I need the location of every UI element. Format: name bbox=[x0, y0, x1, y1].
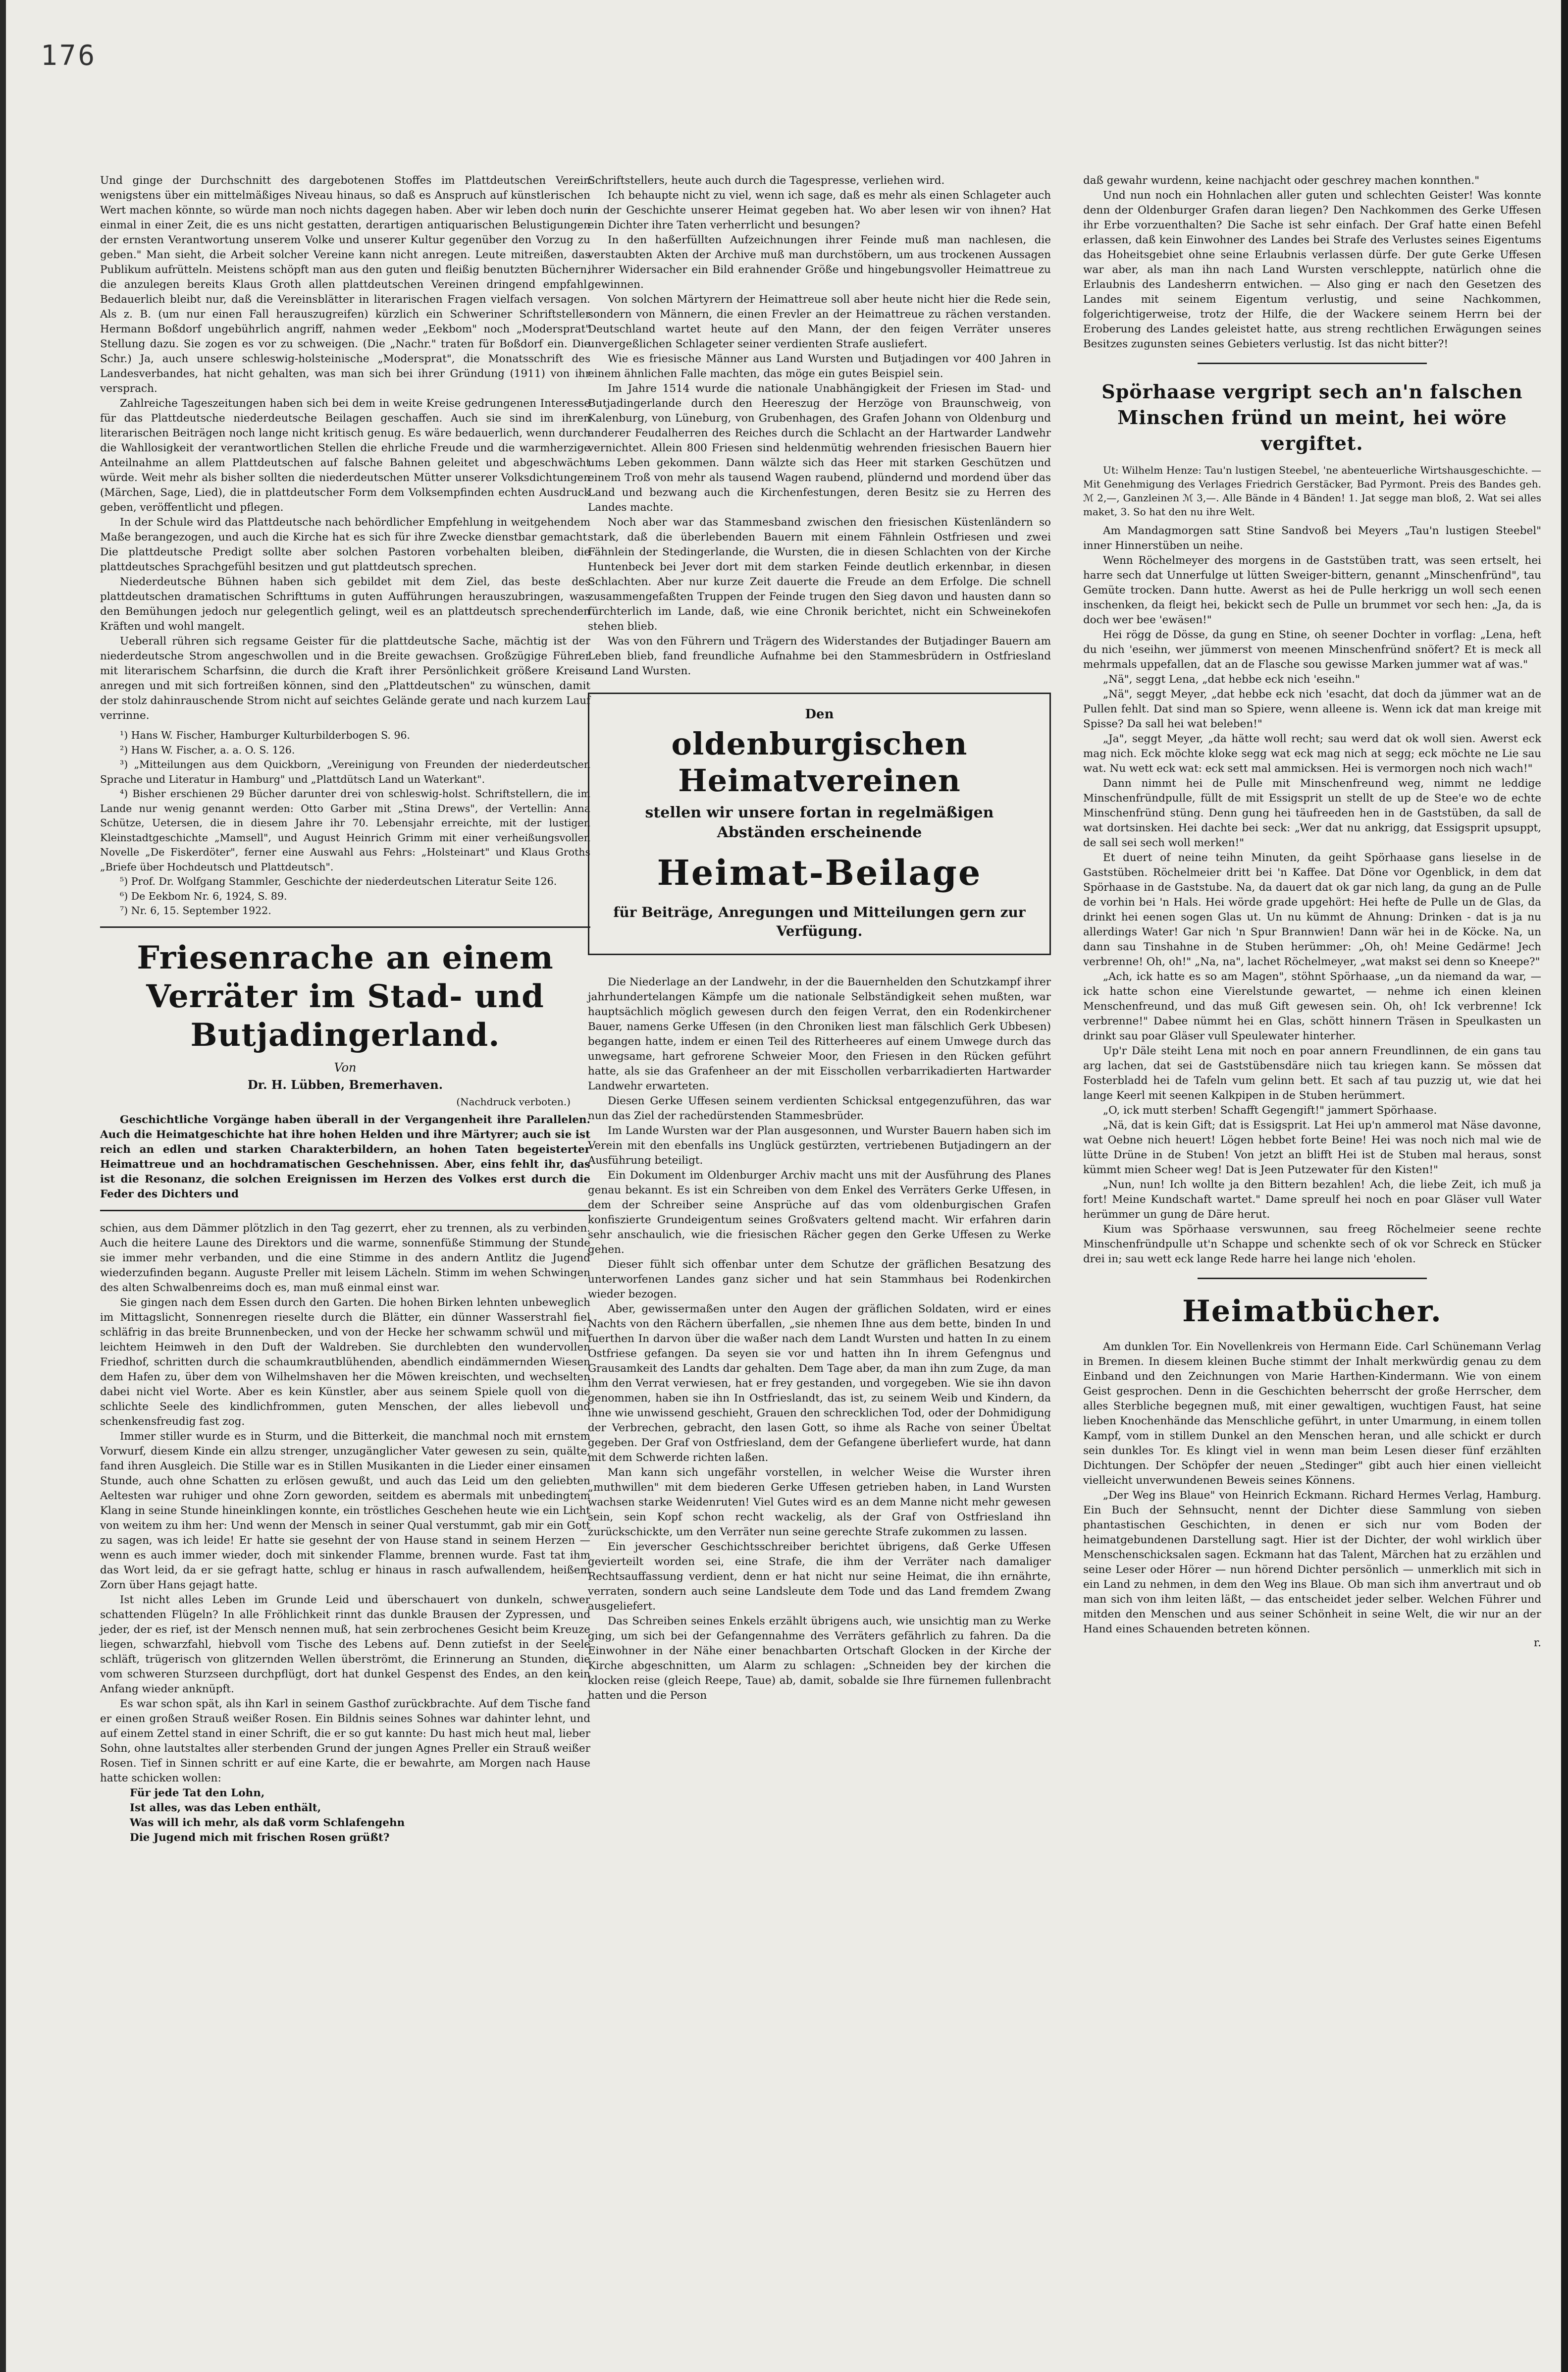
paragraph: „Ja", seggt Meyer, „da hätte woll recht; sau werd dat ok woll sien. Awerst eck mag nich. Eck möchte kloke segg wat eck mag nich at segg; eck möchte ne Lie sau wat. Nu wett eck wat: eck sett mal ammicksen. Hei is vermorgen noch nich wach!" bbox=[1083, 733, 1541, 775]
paragraph: Ueberall rühren sich regsame Geister für die plattdeutsche Sache, mächtig ist der niederdeutsche Strom angeschwollen und in die Breite gewachsen. Großzügige Führer mit literarischem Scharfsinn, die durch die Kraft ihrer Persönlichkeit größere Kreise anregen und mit sich fortreißen können, sind den „Plattdeutschen" zu wünschen, damit der stolz dahinrauschende Strom nicht auf seichtes Gelände gerate und nach kurzem Lauf verrinne. bbox=[100, 635, 590, 722]
paragraph: In den haßerfüllten Aufzeichnungen ihrer Feinde muß man nachlesen, die verstaubten Akten der Archive muß man durchstöbern, um aus trockenen Aussagen ihrer Widersacher ein Bild erahnender Größe und hingebungsvoller Heimattreue zu gewinnen. bbox=[588, 234, 1051, 291]
paragraph: Zahlreiche Tageszeitungen haben sich bei dem in weite Kreise gedrungenen Interesse für das Plattdeutsche niederdeutsche Beilagen geschaffen. Auch sie sind im ihren literarischen Beiträgen noch lange nicht kritisch genug. Es wäre bedauerlich, wenn durch die Wahllosigkeit der verantwortlichen Stellen die ehrliche Freude und die warmherzige Anteilnahme an allem Plattdeutschen auf falsche Bahnen geleitet und abgeschwächt würde. Weit mehr als bisher sollten die niederdeutschen Mütter unserer Volksdichtungen (Märchen, Sage, Lied), die in plattdeutscher Form dem Volksempfinden echten Ausdruck geben, veröffentlicht und pflegen. bbox=[100, 397, 590, 514]
article-intro: Geschichtliche Vorgänge haben überall in der Vergangenheit ihre Parallelen. Auch die Heimatgeschichte hat ihre hohen Helden und ihre Märtyrer; auch sie ist reich an edlen und starken Charakterbildern, an hohen Taten begeisterter Heimattreue und an hochdramatischen Geschehnissen. Aber, eins fehlt ihr, das ist die Resonanz, die solchen Ereignissen im Herzen des Volkes erst durch die Feder des Dichters und bbox=[100, 1113, 590, 1200]
newspaper-page bbox=[6, 0, 1561, 2372]
paragraph: daß gewahr wurdenn, keine nachjacht oder geschrey machen konnthen." bbox=[1083, 174, 1480, 187]
paragraph: Sie gingen nach dem Essen durch den Garten. Die hohen Birken lehnten unbeweglich im Mittagslicht, Sonnenregen rieselte durch die Blätter, ein dünner Wasserstrahl fiel schläfrig in das breite Brunnenbecken, und von der Hecke her schwamm schwül und mit leichtem Heimweh in den Duft der Waldreben. Sie durchlebten den wundervollen Friedhof, schritten durch die schaumkrautblühenden, abendlich eindämmernden Wiesen dem Hafen zu, über dem von Wilhelmshaven her die Möwen kreischten, und wechselten dabei nicht viel Worte. Aber es kein Künstler, aber aus seinem Spiele quoll von die schlichte Seele des kindlichfrommen, guten Menschen, der alles liebevoll und schenkensfreudig fast zog. bbox=[100, 1296, 590, 1428]
byline: Dr. H. Lübben, Bremerhaven. bbox=[247, 1077, 443, 1092]
paragraph: „Ach, ick hatte es so am Magen", stöhnt Spörhaase, „un da niemand da war, — ick hatte schon eine Vierelstunde gewartet, — nehme ich einen kleinen Menschenfreund, und das muß Gift gewesen sein. Oh, oh! Ick verbrenne! Ick verbrenne!" Dabee nümmt hei en Glas, schött hinnern Träsen in Speulkasten un drinkt sau poar Gläser vull Speulewater hinterher. bbox=[1083, 970, 1541, 1042]
paragraph: Up'r Däle steiht Lena mit noch en poar annern Freundlinnen, de ein gans tau arg lachen, dat sei de Gaststübensdäre niich tau kriegen kann. Se mössen dat Fosterbladd hei de Tafeln vum gelinn bett. Et sach af tau puzzig ut, wie dat hei lange Keerl mit seenen Kalkpipen in de Stuben herümmert. bbox=[1083, 1045, 1541, 1102]
paragraph: Und nun noch ein Hohnlachen aller guten und schlechten Geister! Was konnte denn der Oldenburger Grafen daran liegen? Den Nachkommen des Gerke Uffesen ihr Erbe vorzuenthalten? Die Sache ist sehr einfach. Der Graf hatte einen Befehl erlassen, daß kein Einwohner des Landes bei Strafe des Verlustes seines Eigentums das Hoheitsgebiet ohne seine Erlaubnis verlassen dürfe. Der gute Gerke Uffesen war aber, als man ihn nach Land Wursten verschleppte, natürlich ohne die Erlaubnis des Landesherrn entwichen. — Also ging er nach den Gesetzen des Landes mit seinem Eigentum verlustig, und seine Nachkommen, folgerichtigerweise, trotz der Hilfe, die der Wackere seinem Herrn bei der Eroberung des Landes geleistet hatte, aus streng rechtlichen Erwägungen seines Besitzes zugunsten seines Gebieters verlustig. Ist das nicht bitter?! bbox=[1083, 189, 1541, 350]
paragraph: Kium was Spörhaase verswunnen, sau freeg Röchelmeier seene rechte Minschenfründpulle ut'n Schappe und schenkte sech of ok vor Schreck en Stücker drei in; sau wett eck lange Rede harre hei lange nich 'eholen. bbox=[1083, 1223, 1541, 1265]
notice-line: stellen wir unsere fortan in regelmäßigen Abständen erscheinende bbox=[645, 804, 994, 841]
intro-block bbox=[100, 173, 590, 723]
paragraph: „Nä", seggt Meyer, „dat hebbe eck nich 'esacht, dat doch da jümmer wat an de Pullen fehlt. Dat sind man so Spiere, wenn alleene is. Wenn ick dat man kreige mit Spisse? Da sall hei wat beleben!" bbox=[1083, 688, 1541, 730]
paragraph: Wenn Röchelmeyer des morgens in de Gaststüben tratt, was seen ertselt, hei harre sech dat Unnerfulge ut lütten Sweiger-bittern, genannt „Minschenfründ", tau Gemüte trocken. Dann hutte. Awerst as hei de Pulle herkrigg un woll sech eenen inschenken, da fleigt hei, bekickt sech de Pulle un brummet vor sech hen: „Ja, da is doch wer bee 'ewäsen!" bbox=[1083, 554, 1541, 626]
paragraph: Was von den Führern und Trägern des Widerstandes der Butjadinger Bauern am Leben blieb, fand freundliche Aufnahme bei den Stammesbrüdern in Ostfriesland und Land Wursten. bbox=[588, 635, 1051, 677]
paragraph: Im Lande Wursten war der Plan ausgesonnen, und Wurster Bauern haben sich im Verein mit den ebenfalls ins Unglück gestürzten, vertriebenen Butjadingern an der Ausführung beteiligt. bbox=[588, 1125, 1051, 1167]
paragraph: Am dunklen Tor. Ein Novellenkreis von Hermann Eide. Carl Schünemann Verlag in Bremen. In diesem kleinen Buche stimmt der Inhalt merkwürdig genau zu dem Einband und den Zeichnungen von Marie Harthen-Kindermann. Wie von einem Geist gesprochen. Denn in die Geschichten beherrscht der große Herrscher, dem alles Sterbliche begegnen muß, mit einer gewaltigen, wuchtigen Faust, hat seine lieben Knochenhände das Menschliche geführt, in unter Umarmung, in einem tollen Kampf, vom in stillem Dunkel an den Menschen heran, und alle schickt er durch sein dunkles Tor. Es klingt viel in wenn man beim Lesen dieser fünf erzählten Dichtungen. Der Schöpfer der neuen „Stedinger" gibt auch hier einen vielleicht vielleicht unverwundenen Beweis seines Könnens. bbox=[1083, 1341, 1541, 1487]
footnote: ⁵) Prof. Dr. Wolfgang Stammler, Geschichte der niederdeutschen Literatur Seite 126. bbox=[120, 875, 557, 887]
source-note: Ut: Wilhelm Henze: Tau'n lustigen Steebel, 'ne abenteuerliche Wirtshausgeschichte. — Mit Genehmigung des Verlages Friedrich Gerstäcker, Bad Pyrmont. Preis des Bandes geh. ℳ 2,—, Ganzleinen ℳ 3,—. Alle Bände in 4 Bänden! 1. Jat segge man bloß, 2. Wat sei alles maket, 3. So hat den nu ihre Welt. bbox=[1083, 464, 1541, 518]
paragraph: Diesen Gerke Uffesen seinem verdienten Schicksal entgegenzuführen, das war nun das Ziel der rachedürstenden Stammesbrüder. bbox=[588, 1095, 1051, 1122]
paragraph: Im Jahre 1514 wurde die nationale Unabhängigkeit der Friesen im Stad- und Butjadingerlande durch den Heereszug der Herzöge von Braunschweig, von Kalenburg, von Lüneburg, von Grubenhagen, des Grafen Johann von Oldenburg und anderer Feudalherren des Reiches durch die Schlacht an der Hartwarder Landwehr vernichtet. Allein 800 Friesen sind heldenmütig wehrenden friesischen Bauern hier ums Leben gekommen. Dann wälzte sich das Heer mit starken Geschützen und einem Troß von mehr als tausend Wagen raubend, plündernd und mordend über das Land und bezwang auch die Kirchenfestungen, deren Besitz sie zu Herren des Landes machte. bbox=[588, 382, 1051, 514]
article-headline: Friesenrache an einem Verräter im Stad- und Butjadingerland. bbox=[137, 939, 554, 1054]
paragraph: Niederdeutsche Bühnen haben sich gebildet mit dem Ziel, das beste des plattdeutschen dramatischen Schrifttums in guten Aufführungen herauszubringen, was den Bemühungen jedoch nur gelegentlich gelingt, weil es an plattdeutsch sprechenden Kräften und wohl mangelt. bbox=[100, 576, 590, 633]
notice-oldenburgischen: oldenburgischen Heimatvereinen bbox=[671, 726, 968, 799]
paragraph: „Nä", seggt Lena, „dat hebbe eck nich 'eseihn." bbox=[1103, 673, 1360, 686]
paragraph: Ein jeverscher Geschichtsschreiber berichtet übrigens, daß Gerke Uffesen gevierteilt worden sei, eine Strafe, die ihm der Verräter nach damaliger Rechtsauffassung verdient, denn er hat nicht nur seine Heimat, die ihn ernährte, verraten, sondern auch seine Landsleute dem Tode und das Land fremdem Zwang ausgeliefert. bbox=[588, 1541, 1051, 1613]
divider bbox=[100, 926, 590, 928]
divider bbox=[1198, 363, 1427, 364]
column-left bbox=[100, 173, 590, 1845]
reprint-notice: (Nachdruck verboten.) bbox=[456, 1095, 571, 1108]
poem-line: Für jede Tat den Lohn, bbox=[130, 1786, 265, 1799]
heimat-beilage-notice bbox=[588, 693, 1051, 955]
paragraph: „O, ick mutt sterben! Schafft Gegengift!" jammert Spörhaase. bbox=[1103, 1104, 1437, 1117]
notice-heimat-beilage: Heimat-Beilage bbox=[657, 852, 982, 893]
end-mark: r. bbox=[1533, 1637, 1541, 1649]
paragraph: Hei rögg de Dösse, da gung en Stine, oh seener Dochter in vorflag: „Lena, heft du nich 'eseihn, wer jümmerst von meenen Minschenfründ snöfert? Et is meck all mehrmals uppefallen, dat an de Flasche sou gewisse Marken jummer wat af was." bbox=[1083, 629, 1541, 671]
byline-von: Von bbox=[334, 1060, 357, 1075]
paragraph: Am Mandagmorgen satt Stine Sandvoß bei Meyers „Tau'n lustigen Steebel" inner Hinnerstüben un neihe. bbox=[1083, 525, 1541, 552]
heimatbuecher-headline: Heimatbücher. bbox=[1182, 1294, 1442, 1329]
footnote: ²) Hans W. Fischer, a. a. O. S. 126. bbox=[120, 744, 295, 756]
footnotes bbox=[100, 728, 590, 918]
poem-line: Was will ich mehr, als daß vorm Schlafengehn bbox=[130, 1816, 405, 1829]
column-middle bbox=[588, 173, 1051, 1703]
paragraph: „Der Weg ins Blaue" von Heinrich Eckmann. Richard Hermes Verlag, Hamburg. Ein Buch der Sehnsucht, nennt der Dichter diese Sammlung von sieben phantastischen Geschichten, in denen er sich nur vom Boden der heimatgebundenen Darstellung sagt. Hier ist der Dichter, der wohl wirklich über Menschenschicksalen sagen. Eckmann hat das Talent, Märchen hat zu erzählen und seine Leser oder Hörer — nun hörend Dichter persönlich — unmerklich mit sich in ein Land zu nehmen, in dem den Weg ins Blaue. Ob man sich ihm anvertraut und ob man sich von ihm leiten läßt, — das entscheidet jeder selber. Welchen Führer und mitden den Menschen und aus seiner Schönheit in seine Welt, die wir nur an der Hand eines Schauenden betreten können. bbox=[1083, 1489, 1541, 1635]
footnote: ³) „Mitteilungen aus dem Quickborn, „Vereinigung von Freunden der niederdeutschen Sprache und Literatur in Hamburg" und „Plattdütsch Land un Waterkant". bbox=[100, 758, 590, 785]
notice-bottom: für Beiträge, Anregungen und Mitteilungen gern zur Verfügung. bbox=[613, 904, 1026, 939]
paragraph: In der Schule wird das Plattdeutsche nach behördlicher Empfehlung in weitgehendem Maße berangezogen, und auch die Kirche hat es sich für ihre Zwecke dienstbar gemacht. Die plattdeutsche Predigt sollte aber solchen Pastoren vorbehalten bleiben, die plattdeutsches Sprachgefühl besitzen und gut plattdeutsch sprechen. bbox=[100, 516, 590, 573]
column-right bbox=[1083, 173, 1541, 1649]
paragraph: schien, aus dem Dämmer plötzlich in den Tag gezerrt, eher zu trennen, als zu verbinden. Auch die heitere Laune des Direktors und die warme, sonnenfüße Stimmung der Stunde sie immer mehr verbanden, und die eine Stimme in des andern Antlitz die Jugend wiederzufinden begann. Auguste Preller mit leisem Lächeln. Stimm im wehen Schwingen des alten Schwalbenreims doch es, man muß einmal einst war. bbox=[100, 1222, 590, 1294]
poem bbox=[130, 1786, 590, 1845]
story-block bbox=[100, 1221, 590, 1786]
paragraph: Et duert of neine teihn Minuten, da geiht Spörhaase gans lieselse in de Gaststüben. Röchelmeier dritt bei 'n Kaffee. Dat Döne vor Ogenblick, in dem dat Spörhaase in de Gaststube. Na, da dauert dat ok gar nich lang, da gung an de Pulle de vorhin bei 'n Hals. Hei wörde grade upgehört: Hei hefte de Pulle un de Glas, da drinkt hei eenen sogen Glas ut. Un nu kümmt de Ahnung: Drinken - dat is ja nu allerdings Water! Gar nich 'n Spur Brannwien! Dann wär hei in de Köcke. Na, un dann sau Tinshahne in de Stuben herümmer: „Oh, oh! Meine Gedärme! Jech verbrenne! Oh, oh!" „Na, na", lachet Röchelmeyer, „wat makst sei denn so Kneepe?" bbox=[1083, 852, 1541, 968]
scan-edge bbox=[0, 0, 6, 2372]
paragraph: Aber, gewissermaßen unter den Augen der gräflichen Soldaten, wird er eines Nachts von den Rächern überfallen, „sie nhemen Ihne aus dem bette, binden In und fuerthen In darvon über die waßer nach dem Landt Wursten und hatten In zu einem Ostfriese gefangen. Da seyen sie vor und hatten ihn In ihrem Gefengnus und Grausamkeit des Landts dar gehalten. Dem Tage aber, da man ihn zum Zuge, da man ihm den Verrat verwiesen, hat er frey gestanden, und vorgegeben. Wie sie ihn davon genommen, haben sie ihn In Ostfrieslandt, das ist, zu seinem Weib und Kindern, da ihne wie unwissend geschieht, Grauen den schrecklichen Tod, oder der Dohmidigung der Verbrechen, gebracht, den lasen Gott, so ihme als Rache von seiner Übeltat gegeben. Der Graf von Ostfriesland, dem der Gefangene überliefert wurde, hat dann mit dem Schwerde richten laßen. bbox=[588, 1303, 1051, 1464]
footnote: ⁶) De Eekbom Nr. 6, 1924, S. 89. bbox=[120, 890, 287, 902]
page-number: 176 bbox=[41, 40, 97, 72]
paragraph: Immer stiller wurde es in Sturm, und die Bitterkeit, die manchmal noch mit ernstem Vorwurf, diesem Kinde ein allzu strenger, unzugänglicher Vater gewesen zu sein, quälte, fand ihren Ausgleich. Die Stille war es in Stillen Musikanten in die Lieder einer einsamen Stunde, auch ohne Schatten zu erlösen gewußt, und auch das Leid um den geliebten Aeltesten war ruhiger und ohne Zorn geworden, seitdem es abermals mit unbedingtem Klang in seine Stunde hineinklingen konnte, ein tröstliches Geschehen heute wie ein Licht von weitem zu ihm her: Und wenn der Mensch in seiner Qual verstummt, gab mir ein Gott zu sagen, was ich leide! Er hatte sie gesehnt der von Hause stand in seinem Herzen — wenn es auch immer wieder, doch mit sinkender Flamme, brennen wurde. Fast tat ihm das Wort leid, da er sie gefragt hatte, schlug er hinaus in rasch aufwallendem, heißem Zorn über Hans gejagt hatte. bbox=[100, 1430, 590, 1591]
paragraph: Dieser fühlt sich offenbar unter dem Schutze der gräflichen Besatzung des unterworfenen Landes ganz sicher und hat sein Stammhaus bei Rodenkirchen wieder bezogen. bbox=[588, 1258, 1051, 1300]
paragraph: Die Niederlage an der Landwehr, in der die Bauernhelden den Schutzkampf ihrer jahrhundertelangen Kämpfe um die nationale Selbständigkeit sehen mußten, war hauptsächlich möglich gewesen durch den feigen Verrat, den ein Rodenkirchener Bauer, namens Gerke Uffesen (in den Chroniken liest man fälschlich Gerk Ubbesen) begangen hatte, indem er einen Teil des Ritterheeres auf einem Umwege durch das unwegsame, hart gefrorene Schweier Moor, den Friesen in den Rücken geführt hatte, als sie das Grafenheer an der mit Eisschollen verbarrikadierten Hartwarder Landwehr erwarteten. bbox=[588, 976, 1051, 1092]
footnote: ⁴) Bisher erschienen 29 Bücher darunter drei von schleswig-holst. Schriftstellern, die im Lande nur wenig genannt werden: Otto Garber mit „Stina Drews", der Vertellin: Anna Schütze, Uetersen, die in diesem Jahre ihr 70. Lebensjahr erreichte, mit der lustigen Kleinstadtgeschichte „Mamsell", und August Heinrich Grimm mit einer verheißungsvollen Novelle „De Fiskerdöter", ferner eine Auswahl aus Fehrs: „Holsteinart" und Klaus Groths „Briefe über Hochdeutsch und Plattdeutsch". bbox=[100, 788, 590, 873]
divider bbox=[100, 1210, 590, 1211]
paragraph: Ich behaupte nicht zu viel, wenn ich sage, daß es mehr als einen Schlageter auch in der Geschichte unserer Heimat gegeben hat. Wo aber lesen wir von ihnen? Hat ein Dichter ihre Taten verherrlicht und besungen? bbox=[588, 189, 1051, 231]
paragraph: Und ginge der Durchschnitt des dargebotenen Stoffes im Plattdeutschen Verein wenigstens über ein mittelmäßiges Niveau hinaus, so daß es Anspruch auf künstlerischen Wert machen könnte, so würde man noch nichts dagegen haben. Aber wir leben doch nun einmal in einer Zeit, die es uns nicht gestatten, derartigen antiquarischen Belustigungen der ernsten Verantwortung unserem Volke und unserer Kultur gegenüber den Vorzug zu geben." Man sieht, die Arbeit solcher Vereine kann nicht anregen. Leute mitreißen, das Publikum aufrütteln. Meistens schöpft man aus den guten und fleißig benutzten Büchern, die anzulegen bereits Klaus Groth allen plattdeutschen Vereinen dringend empfahl. Bedauerlich bleibt nur, daß die Vereinsblätter in literarischen Fragen vielfach versagen. Als z. B. (um nur einen Fall herauszugreifen) kürzlich ein Schweriner Schriftsteller Hermann Boßdorf ungebührlich angriff, nahmen weder „Eekbom" noch „Modersprat" Stellung dazu. Sie zogen es vor zu schweigen. (Die „Nachr." traten für Boßdorf ein. Die Schr.) Ja, auch unsere schleswig-holsteinische „Modersprat", die Monatsschrift des Landesverbandes, hat nicht gehalten, was man sich bei ihrer Gründung (1911) von ihr versprach. bbox=[100, 174, 590, 395]
paragraph: Es war schon spät, als ihn Karl in seinem Gasthof zurückbrachte. Auf dem Tische fand er einen großen Strauß weißer Rosen. Ein Bildnis seines Sohnes war dahinter lehnt, und auf einem Zettel stand in einer Schrift, die er so gut kannte: Du hast mich heut mal, lieber Sohn, ohne lautstaltes aller sterbenden Grund der jungen Agnes Preller ein Strauß weißer Rosen. Tief in Sinnen schritt er auf eine Karte, die er bewahrte, am Morgen nach Hause hatte schicken wollen: bbox=[100, 1697, 590, 1784]
poem-line: Ist alles, was das Leben enthält, bbox=[130, 1801, 321, 1814]
plattdeutsch-headline: Spörhaase vergript sech an'n falschen Minschen fründ un meint, hei wöre vergiftet. bbox=[1101, 380, 1523, 454]
paragraph: Von solchen Märtyrern der Heimattreue soll aber heute nicht hier die Rede sein, sondern von Männern, die einen Frevler an der Heimattreue zu rächen verstanden. Deutschland wartet heute auf den Mann, der den feigen Verräter unseres unvergeßlichen Schlageter seiner verdienten Strafe ausliefert. bbox=[588, 293, 1051, 350]
paragraph: Ein Dokument im Oldenburger Archiv macht uns mit der Ausführung des Planes genau bekannt. Es ist ein Schreiben von dem Enkel des Verräters Gerke Uffesen, in dem der Schreiber seine Ansprüche auf das vom oldenburgischen Grafen konfiszierte Grundeigentum seines Großvaters geltend macht. Wir erfahren darin sehr anschaulich, wie die friesischen Rächer gegen den Gerke Uffesen zu Werke gehen. bbox=[588, 1169, 1051, 1256]
paragraph: Schriftstellers, heute auch durch die Tagespresse, verliehen wird. bbox=[588, 174, 945, 187]
paragraph: Das Schreiben seines Enkels erzählt übrigens auch, wie unsichtig man zu Werke ging, um sich bei der Gefangennahme des Verräters gefährlich zu fahren. Da die Einwohner in der Nähe einer benachbarten Ortschaft Glocken in der Kirche der Kirche abgeschnitten, um Alarm zu schlagen: „Schneiden bey der kirchen die klocken reise (gleich Reepe, Taue) ab, damit, sobalde sie Ihre fürnemen fullenbracht hatten und die Person bbox=[588, 1615, 1051, 1702]
paragraph: „Nun, nun! Ich wollte ja den Bittern bezahlen! Ach, die liebe Zeit, ich muß ja fort! Meine Kundschaft wartet." Dame spreulf hei noch en poar Gläser vull Water herümmer un gung de Däre herut. bbox=[1083, 1179, 1541, 1221]
paragraph: Ist nicht alles Leben im Grunde Leid und überschauert von dunkeln, schwer schattenden Flügeln? In alle Fröhlichkeit rinnt das dunkle Brausen der Zypressen, und jeder, der es rief, ist der Mensch nennen muß, hat sein zerbrochenes Gesicht beim Kreuze liegen, schwarzfahl, hiebvoll vom Tische des Lebens auf. Denn zutiefst in der Seele schläft, trügerisch von glitzernden Wellen überströmt, die Erinnerung an Stunden, die vom schweren Sturzseen durchpflügt, dort hat dunkel Gespenst des Endes, an den kein Anfang wieder anknüpft. bbox=[100, 1593, 590, 1695]
footnote: ¹) Hans W. Fischer, Hamburger Kulturbilderbogen S. 96. bbox=[120, 729, 411, 741]
divider bbox=[1198, 1278, 1427, 1279]
footnote: ⁷) Nr. 6, 15. September 1922. bbox=[120, 905, 271, 916]
notice-den: Den bbox=[805, 707, 834, 722]
paragraph: Man kann sich ungefähr vorstellen, in welcher Weise die Wurster ihren „muthwillen" mit dem biederen Gerke Uffesen getrieben haben, in Land Wursten wachsen starke Weidenruten! Viel Gutes wird es an dem Manne nicht mehr gewesen sein, sein Kopf schon recht wackelig, als der Graf von Ostfriesland ihn zurückschickte, um den Verräter nun seine gerechte Strafe zukommen zu lassen. bbox=[588, 1466, 1051, 1538]
paragraph: Noch aber war das Stammesband zwischen den friesischen Küstenländern so stark, daß die überlebenden Bauern mit einem Fähnlein Ostfriesen und zwei Fähnlein der Stedingerlande, die Wursten, die in diesen Schlachten von der Kirche Huntenbeck bei Jever dort mit dem starken Feinde deutlich erkennbar, in diesen Schlachten. Aber nur kurze Zeit dauerte die Freude an dem Erfolge. Die schnell zusammengefaßten Truppen der Feinde trugen den Sieg davon und hausten dann so fürchterlich im Lande, daß, wie eine Chronik berichtet, nicht ein Schweinekofen stehen blieb. bbox=[588, 516, 1051, 633]
paragraph: Dann nimmt hei de Pulle mit Minschenfreund weg, nimmt ne leddige Minschenfründpulle, füllt de mit Essigsprit un stellt de up de Stee'e wo de echte Minschenfründ stüng. Denn gung hei täufreeden hen in de Gaststüben, da sall de wat dortsinsken. Hei dachte bei seck: „Wer dat nu ankrigg, dat Essigsprit upsuppt, de sall sei sech woll merken!" bbox=[1083, 777, 1541, 849]
paragraph: „Nä, dat is kein Gift; dat is Essigsprit. Lat Hei up'n ammerol mat Näse davonne, wat Oebne nich heuert! Lögen hebbet forte Beine! Hei was noch nich mal wie de lütte Drüne in de Stuben! Von jetzt an blifft Hei ist de Stuben mal heraus, sonst kümmt mien Scheer weg! Dat is Jeen Putzewater für den Kisten!" bbox=[1083, 1119, 1541, 1176]
poem-line: Die Jugend mich mit frischen Rosen grüßt? bbox=[130, 1831, 390, 1844]
paragraph: Wie es friesische Männer aus Land Wursten und Butjadingen vor 400 Jahren in einem ähnlichen Falle machten, das möge ein gutes Beispiel sein. bbox=[588, 353, 1051, 380]
